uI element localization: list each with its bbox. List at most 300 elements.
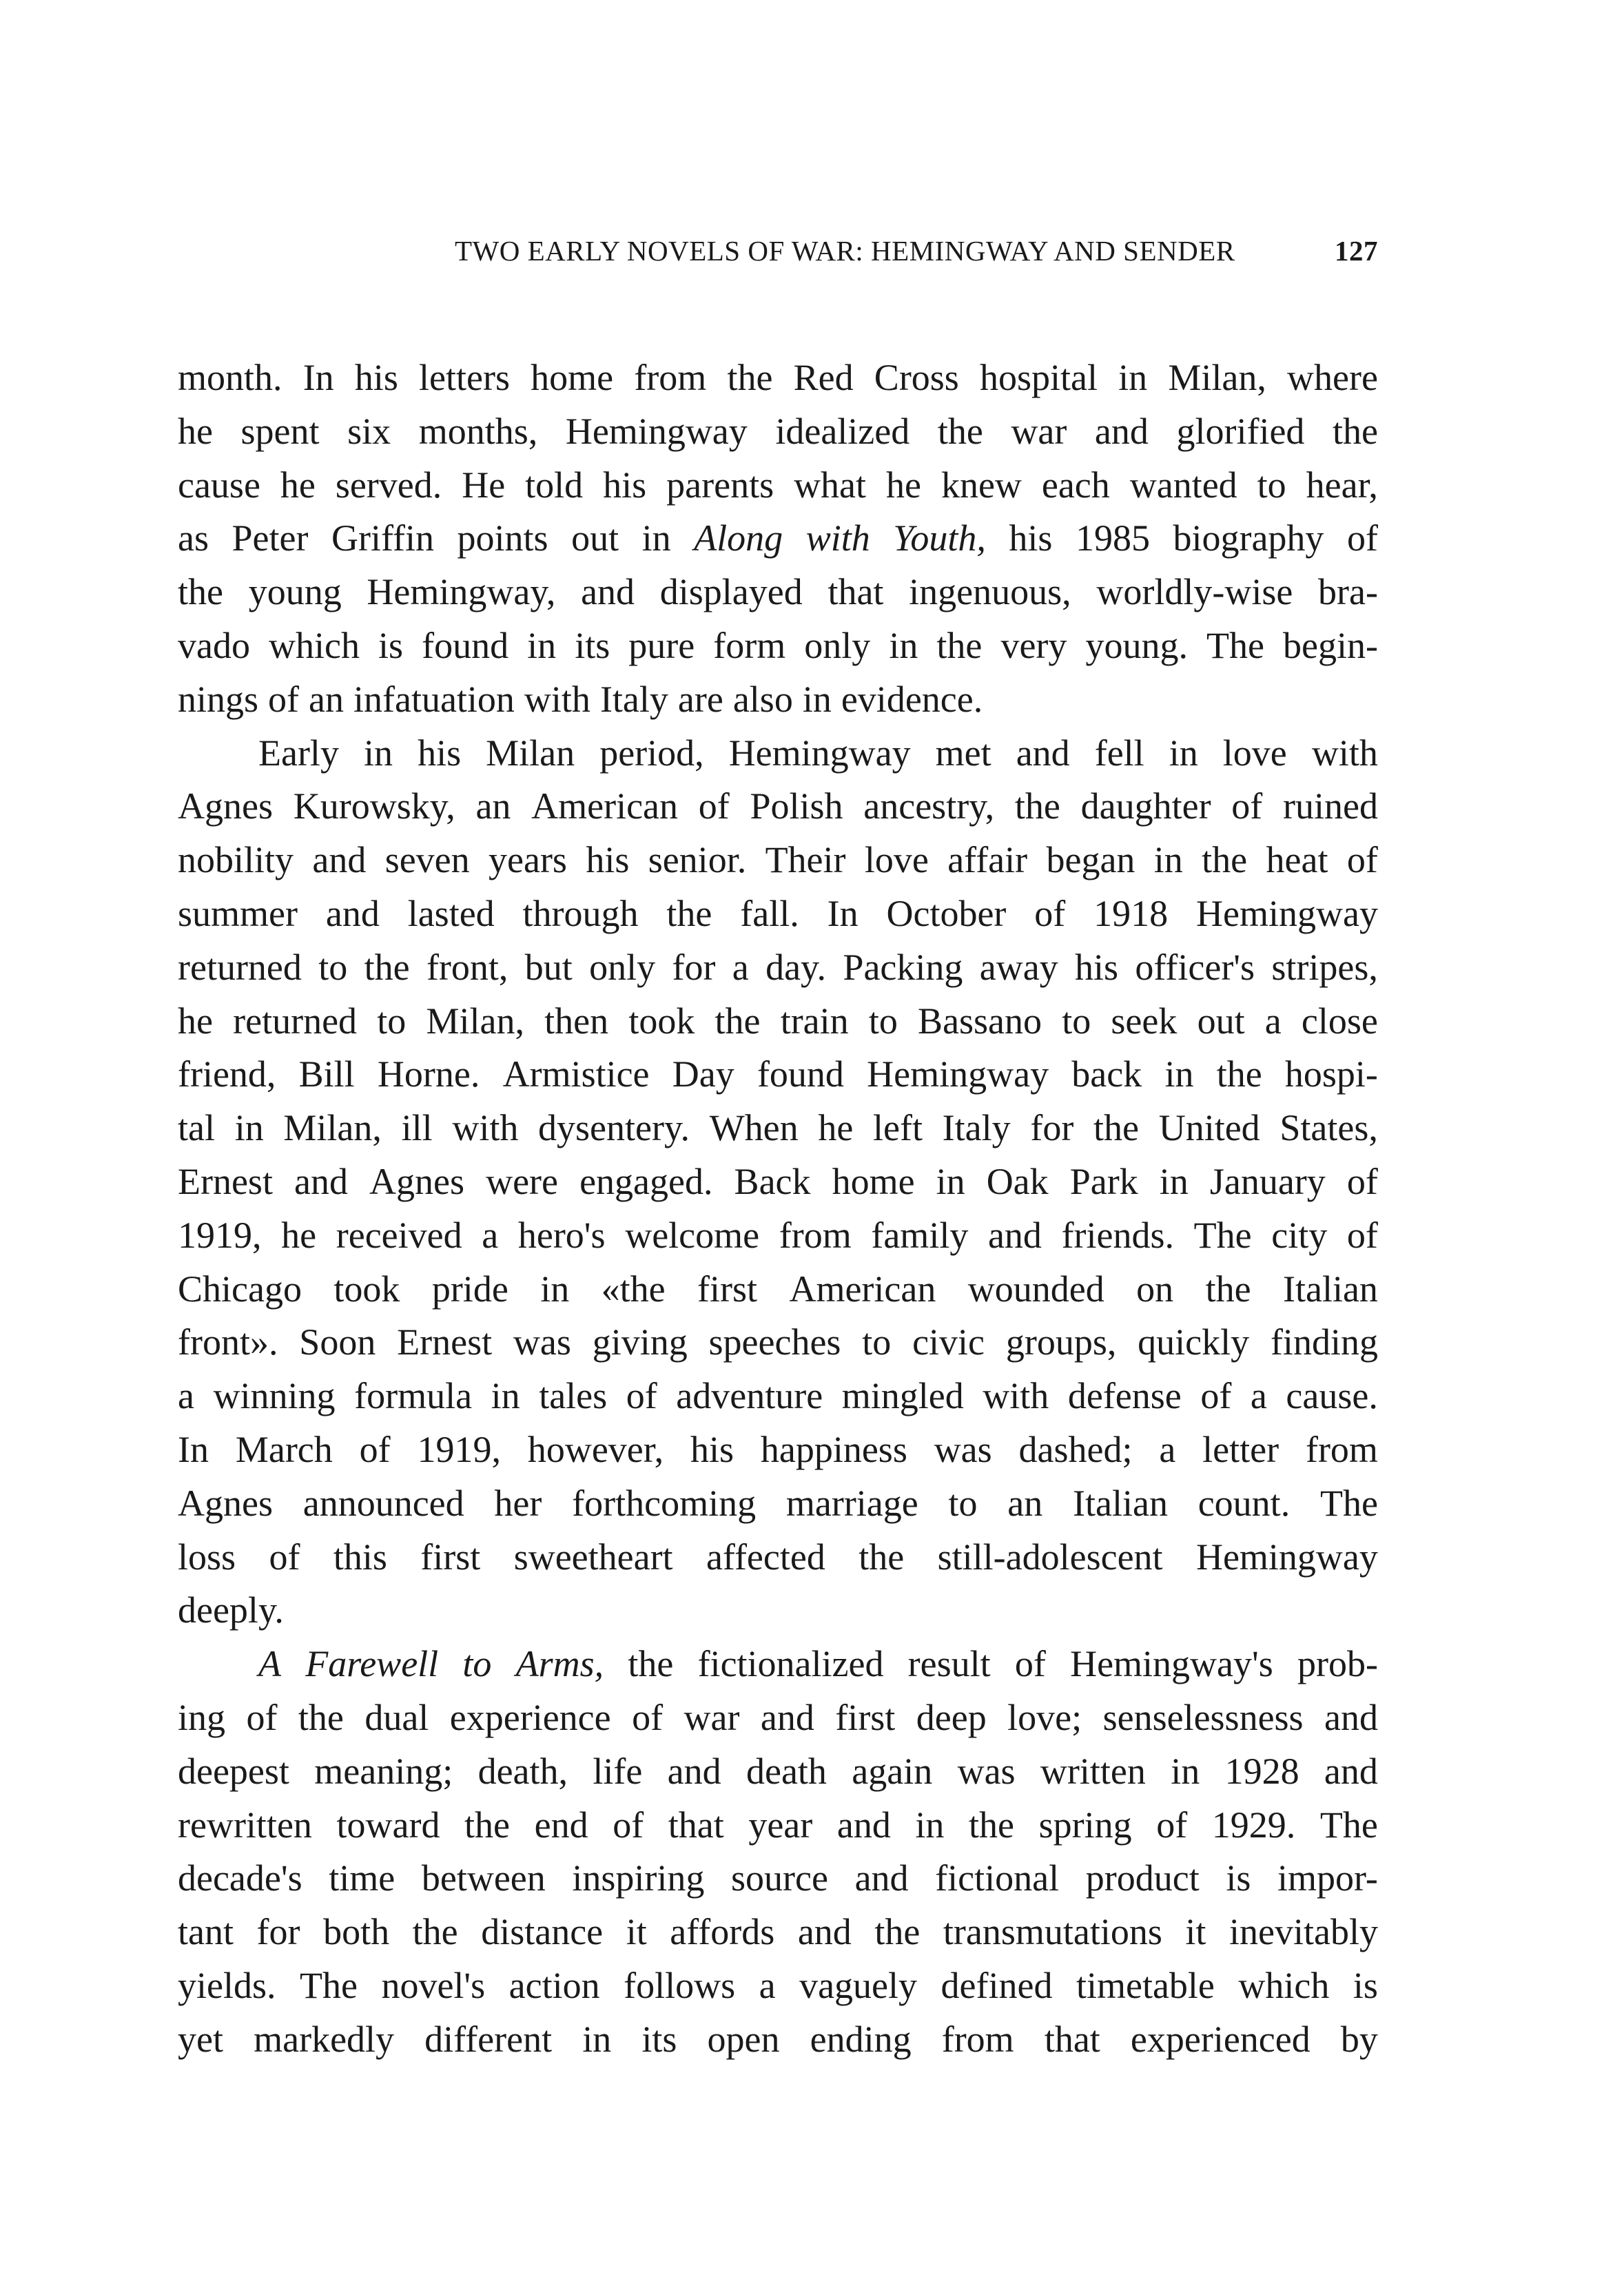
word: the [298, 1696, 344, 1738]
word: defined [941, 1964, 1053, 2006]
word: with [1311, 732, 1378, 774]
word: a [732, 946, 749, 988]
word: heat [1266, 839, 1328, 881]
word: months, [418, 410, 538, 452]
word: In [178, 1428, 209, 1470]
word: his [354, 357, 398, 398]
word: Arms, [515, 1643, 604, 1685]
word: meaning; [314, 1750, 453, 1792]
word: knew [941, 464, 1022, 506]
word: in [1159, 1160, 1189, 1202]
word: fictionalized [697, 1643, 884, 1685]
word: the [364, 946, 410, 988]
word: month. [178, 357, 282, 398]
word: the [666, 892, 712, 934]
text-line [178, 1263, 1378, 1317]
word: in [915, 1804, 945, 1846]
word: was [513, 1321, 571, 1363]
text-line [178, 780, 1378, 834]
word: Hemingway [867, 1053, 1049, 1095]
text-line [178, 1048, 1378, 1102]
word: six [347, 410, 391, 452]
word: Milan, [283, 1107, 382, 1149]
word: the [1202, 839, 1248, 881]
word: 1919, [178, 1214, 262, 1256]
word: The [1319, 1482, 1378, 1524]
word: close [1301, 1000, 1378, 1042]
running-head [455, 234, 1378, 267]
word: out [571, 517, 619, 559]
word: nobility [178, 839, 294, 881]
word: death, [477, 1750, 568, 1792]
word: senior. [648, 839, 747, 881]
word: Hemingway [565, 410, 748, 452]
word: day. [765, 946, 827, 988]
word: forthcoming [572, 1482, 757, 1524]
word: Agnes [369, 1160, 465, 1202]
word: first [835, 1696, 896, 1738]
word: follows [624, 1964, 736, 2006]
text-line [178, 1638, 1378, 1691]
word: war [683, 1696, 740, 1738]
text-line [178, 566, 1378, 619]
word: in [1118, 357, 1148, 398]
word: of [1200, 1375, 1232, 1417]
word: the [1093, 1107, 1139, 1149]
word: a [1159, 1428, 1176, 1470]
word: Cross [874, 357, 959, 398]
word: returned [233, 1000, 358, 1042]
word: Soon [299, 1321, 376, 1363]
word: The [300, 1964, 358, 2006]
word: he [280, 464, 316, 506]
word: Bill [298, 1053, 355, 1095]
word: American [789, 1268, 936, 1310]
word: was [957, 1750, 1016, 1792]
word: again [852, 1750, 933, 1792]
word: form [713, 624, 786, 666]
word: evidence. [841, 678, 983, 720]
word: with [983, 1375, 1049, 1417]
word: Chicago [178, 1268, 302, 1310]
word: giving [592, 1321, 688, 1363]
word: the [936, 624, 983, 666]
word: of [1346, 1160, 1378, 1202]
word: vaguely [799, 1964, 918, 2006]
word: formula [354, 1375, 473, 1417]
word: Red [793, 357, 854, 398]
word: Hemingway [728, 732, 911, 774]
word: home [832, 1160, 915, 1202]
word: young [248, 571, 342, 613]
word: cause [178, 464, 260, 506]
text-line [178, 1423, 1378, 1477]
body-text [178, 351, 1378, 2067]
word: of [613, 1804, 644, 1846]
word: of [1014, 1643, 1046, 1685]
word: Farewell [305, 1643, 439, 1685]
word: that [1044, 2018, 1100, 2060]
word: quickly [1138, 1321, 1250, 1363]
word: fall. [740, 892, 799, 934]
text-line [178, 834, 1378, 887]
word: was [934, 1428, 992, 1470]
word: in [540, 1268, 570, 1310]
word: received [336, 1214, 462, 1256]
word: dual [364, 1696, 429, 1738]
word: displayed [659, 571, 803, 613]
word: to [1062, 1000, 1091, 1042]
word: yet [178, 2018, 223, 2060]
word: of [1156, 1804, 1188, 1846]
word: to [1257, 464, 1286, 506]
word: for [672, 946, 716, 988]
word: infatuation [353, 678, 515, 720]
word: ruined [1283, 785, 1378, 827]
word: points [457, 517, 548, 559]
word: affair [947, 839, 1028, 881]
word: decade's [178, 1857, 302, 1899]
word: transmutations [943, 1911, 1162, 1953]
word: is [378, 624, 404, 666]
word: 1918 [1093, 892, 1169, 934]
word: timetable [1076, 1964, 1215, 2006]
word: of [268, 678, 300, 720]
word: welcome [625, 1214, 760, 1256]
word: Italian [1283, 1268, 1378, 1310]
text-line [178, 1691, 1378, 1745]
word: began [1046, 839, 1135, 881]
word: Polish [750, 785, 843, 827]
word: count. [1198, 1482, 1291, 1524]
word: he [818, 1107, 854, 1149]
word: stripes, [1271, 946, 1378, 988]
word: tant [178, 1911, 234, 1953]
word: novel's [381, 1964, 486, 2006]
word: with [805, 517, 870, 559]
word: and [760, 1696, 814, 1738]
word: the [859, 1536, 905, 1578]
word: his [418, 732, 462, 774]
word: away [979, 946, 1058, 988]
word: death [746, 1750, 827, 1792]
word: Oak [986, 1160, 1049, 1202]
word: distance [481, 1911, 604, 1953]
word: open [707, 2018, 780, 2060]
word: and [1324, 1750, 1378, 1792]
word: speeches [708, 1321, 841, 1363]
word: The [1319, 1804, 1378, 1846]
word: announced [302, 1482, 464, 1524]
word: love; [1007, 1696, 1082, 1738]
word: for [256, 1911, 300, 1953]
text-line [178, 995, 1378, 1049]
word: of [698, 785, 730, 827]
word: an [475, 785, 511, 827]
word: in [527, 624, 557, 666]
word: happiness [760, 1428, 907, 1470]
word: life [593, 1750, 643, 1792]
word: inspiring [572, 1857, 705, 1899]
word: parents [666, 464, 774, 506]
word: it [1185, 1911, 1206, 1953]
word: ill [401, 1107, 433, 1149]
word: as [178, 517, 209, 559]
word: his [690, 1428, 734, 1470]
word: letter [1202, 1428, 1279, 1470]
word: from [634, 357, 707, 398]
word: The [1193, 1214, 1252, 1256]
word: glorified [1176, 410, 1305, 452]
word: sweetheart [513, 1536, 673, 1578]
word: young. [1085, 624, 1188, 666]
word: Milan, [426, 1000, 524, 1042]
word: of [626, 1375, 657, 1417]
text-line [178, 1102, 1378, 1155]
text-line [178, 2013, 1378, 2067]
word: which [269, 624, 360, 666]
word: 1919, [417, 1428, 501, 1470]
word: wounded [967, 1268, 1104, 1310]
word: his [1075, 946, 1119, 988]
word: to [868, 1000, 898, 1042]
word: his [1009, 517, 1053, 559]
word: deeply. [178, 1589, 284, 1631]
word: prob- [1297, 1643, 1378, 1685]
word: by [1340, 2018, 1378, 2060]
word: begin- [1283, 624, 1378, 666]
word: dashed; [1018, 1428, 1133, 1470]
word: is [1226, 1857, 1251, 1899]
word: to [377, 1000, 407, 1042]
word: the [715, 1000, 761, 1042]
word: deep [916, 1696, 987, 1738]
word: marriage [785, 1482, 918, 1524]
word: pure [628, 624, 695, 666]
word: each [1041, 464, 1110, 506]
word: with [452, 1107, 519, 1149]
word: Bassano [918, 1000, 1042, 1042]
word: told [525, 464, 584, 506]
word: both [323, 1911, 390, 1953]
word: ending [810, 2018, 912, 2060]
word: and [294, 1160, 348, 1202]
word: loss [178, 1536, 236, 1578]
word: Hemingway [1195, 1536, 1378, 1578]
word: hospi- [1284, 1053, 1378, 1095]
word: very [1000, 624, 1067, 666]
word: still-adolescent [937, 1536, 1163, 1578]
word: cause. [1286, 1375, 1378, 1417]
word: then [544, 1000, 609, 1042]
word: of [1346, 1214, 1378, 1256]
word: year [748, 1804, 813, 1846]
word: the [1014, 785, 1060, 827]
word: and [312, 839, 367, 881]
word: Early [258, 732, 339, 774]
text-line [178, 1906, 1378, 1959]
word: letters [419, 357, 510, 398]
word: experienced [1130, 2018, 1310, 2060]
word: Packing [843, 946, 963, 988]
word: ingenuous, [909, 571, 1071, 613]
word: Milan, [1168, 357, 1266, 398]
text-line [178, 512, 1378, 566]
word: found [757, 1053, 844, 1095]
word: left [873, 1107, 923, 1149]
word: the [727, 357, 773, 398]
word: the [1205, 1268, 1251, 1310]
word: he [281, 1214, 317, 1256]
word: He [462, 464, 506, 506]
word: idealized [775, 410, 910, 452]
word: Hemingway [1196, 892, 1378, 934]
word: product [1085, 1857, 1200, 1899]
word: its [575, 624, 610, 666]
word: to [862, 1321, 892, 1363]
word: Along [694, 517, 783, 559]
word: to [318, 946, 348, 988]
word: served. [335, 464, 442, 506]
word: in [1171, 1750, 1200, 1792]
word: to [948, 1482, 978, 1524]
word: tal [178, 1107, 215, 1149]
word: different [424, 2018, 553, 2060]
word: and [836, 1804, 891, 1846]
word: however, [527, 1428, 664, 1470]
word: time [329, 1857, 395, 1899]
word: are [677, 678, 723, 720]
word: and [1324, 1696, 1378, 1738]
word: train [780, 1000, 849, 1042]
word: the [412, 1911, 458, 1953]
word: affords [670, 1911, 775, 1953]
word: love [1222, 732, 1287, 774]
word: took [628, 1000, 695, 1042]
word: in [1164, 1053, 1194, 1095]
word: met [935, 732, 991, 774]
word: which [1238, 1964, 1330, 2006]
text-line [178, 941, 1378, 995]
word: deepest [178, 1750, 289, 1792]
word: love [864, 839, 929, 881]
word: friend, [178, 1053, 276, 1095]
word: groups, [1005, 1321, 1117, 1363]
page-number: 127 [1335, 235, 1378, 267]
word: and [581, 571, 635, 613]
word: of [269, 1536, 300, 1578]
word: of [246, 1696, 278, 1738]
word: in [802, 678, 832, 720]
word: of [359, 1428, 391, 1470]
word: and [797, 1911, 852, 1953]
word: friends. [1061, 1214, 1175, 1256]
word: pride [431, 1268, 508, 1310]
text-line [178, 1155, 1378, 1209]
word: ancestry, [863, 785, 995, 827]
word: in [1153, 839, 1183, 881]
word: back [1071, 1053, 1142, 1095]
word: nings [178, 678, 259, 720]
word: January [1209, 1160, 1326, 1202]
word: that [828, 571, 884, 613]
word: Back [734, 1160, 811, 1202]
word: civic [912, 1321, 985, 1363]
word: affected [706, 1536, 825, 1578]
word: family [871, 1214, 969, 1256]
word: and [1016, 732, 1070, 774]
word: first [697, 1268, 758, 1310]
word: 1985 [1075, 517, 1150, 559]
word: of [632, 1696, 664, 1738]
word: vado [178, 624, 250, 666]
word: the [178, 571, 223, 613]
word: period, [599, 732, 704, 774]
word: result [907, 1643, 991, 1685]
word: seven [384, 839, 470, 881]
word: a [178, 1375, 194, 1417]
word: Italian [1073, 1482, 1168, 1524]
text-line [178, 1370, 1378, 1423]
word: Italy [942, 1107, 1011, 1149]
word: out [1197, 1000, 1245, 1042]
word: Kurowsky, [293, 785, 455, 827]
word: United [1158, 1107, 1260, 1149]
word: with [524, 678, 590, 720]
word: fell [1094, 732, 1144, 774]
word: senselessness [1102, 1696, 1304, 1738]
word: spent [240, 410, 320, 452]
text-line [178, 1852, 1378, 1906]
word: in [234, 1107, 264, 1149]
word: his [586, 839, 630, 881]
word: front, [426, 946, 508, 988]
word: rewritten [178, 1804, 312, 1846]
word: biography [1173, 517, 1324, 559]
word: in [1169, 732, 1198, 774]
word: also [732, 678, 793, 720]
word: and [1094, 410, 1149, 452]
word: he [178, 410, 213, 452]
word: through [522, 892, 639, 934]
word: Hemingway, [367, 571, 556, 613]
word: lasted [407, 892, 495, 934]
word: Milan [486, 732, 575, 774]
word: The [1206, 624, 1264, 666]
word: Griffin [331, 517, 434, 559]
word: 1928 [1224, 1750, 1299, 1792]
word: bra- [1318, 571, 1378, 613]
word: its [641, 2018, 677, 2060]
word: spring [1038, 1804, 1132, 1846]
word: an [1007, 1482, 1043, 1524]
word: wanted [1129, 464, 1237, 506]
word: her [494, 1482, 542, 1524]
text-line [178, 1477, 1378, 1531]
word: his [603, 464, 647, 506]
word: from [1305, 1428, 1378, 1470]
word: «the [601, 1268, 666, 1310]
word: October [886, 892, 1007, 934]
word: Park [1069, 1160, 1138, 1202]
word: inevitably [1229, 1911, 1378, 1953]
word: of [1034, 892, 1066, 934]
word: daughter [1080, 785, 1211, 827]
word: in [491, 1375, 520, 1417]
text-line [178, 1584, 1378, 1638]
text-line [178, 405, 1378, 459]
word: between [421, 1857, 546, 1899]
